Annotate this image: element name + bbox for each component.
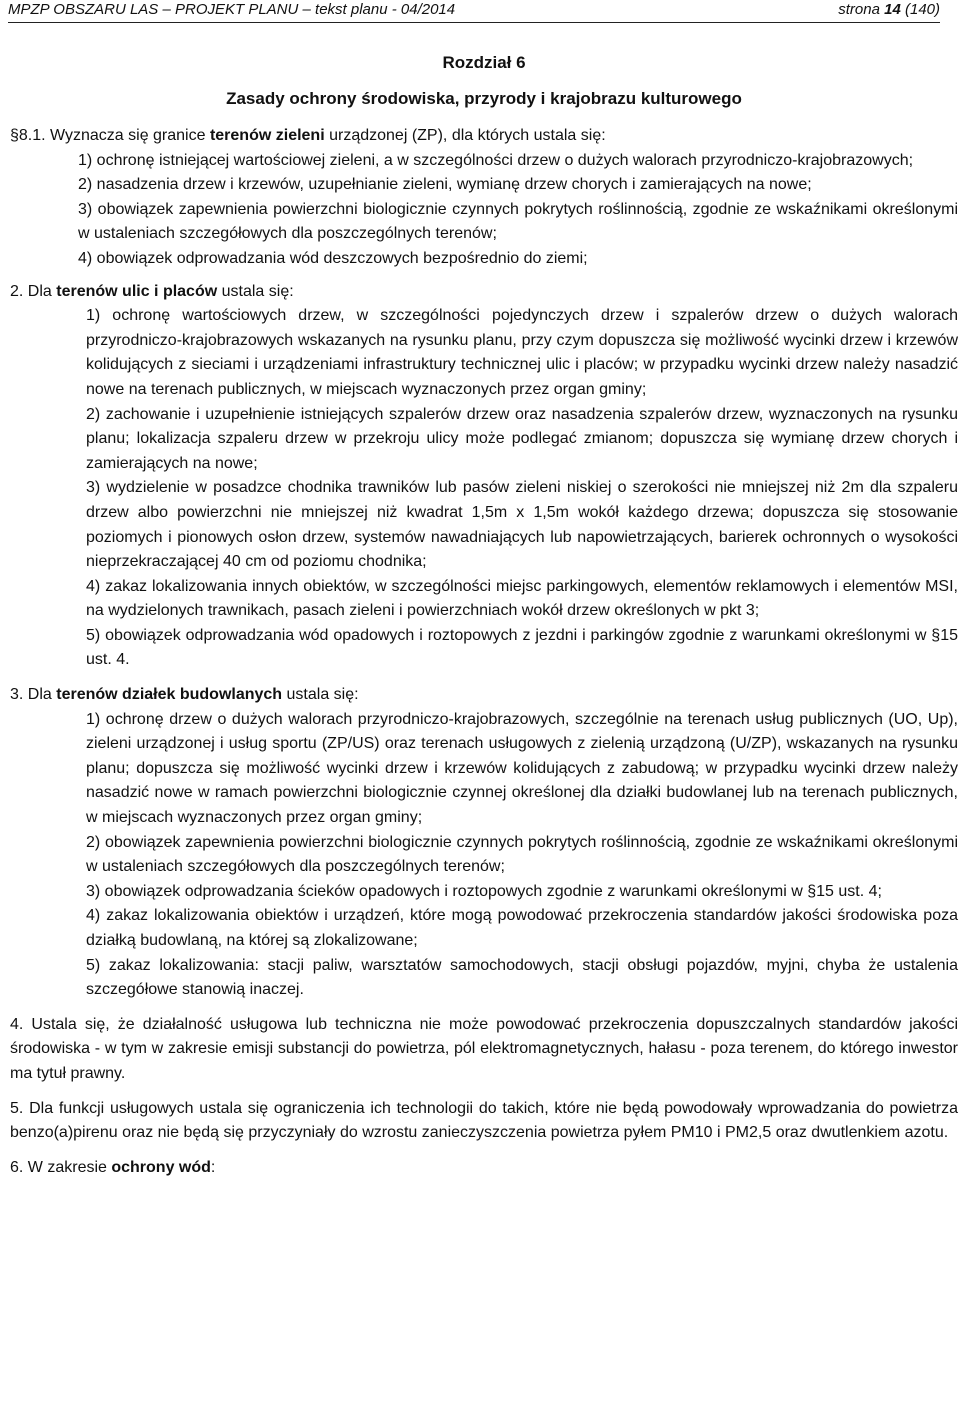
section-3-bold: terenów działek budowlanych [56, 686, 283, 704]
section-6-prefix: 6. W zakresie [10, 1158, 112, 1176]
section-3-list [10, 708, 958, 1003]
list-item: 4) zakaz lokalizowania innych obiektów, w szczególności miejsc parkingowych, elementów reklamowych i elementów MSI, na wydzielonych trawnikach, pasach zieleni i powierzchniach wokół drzew określonych w pkt 3; [86, 577, 958, 620]
list-item: 5) zakaz lokalizowania: stacji paliw, warsztatów samochodowych, stacji obsługi pojazdów, myjni, chyba że ustalenia szczegółowe stanowią inaczej. [86, 956, 958, 999]
list-item: 2) nasadzenia drzew i krzewów, uzupełnianie zieleni, wymianę drzew chorych i zamierających na nowe; [78, 176, 812, 194]
list-item: 1) ochronę drzew o dużych walorach przyrodniczo-krajobrazowych, szczególnie na terenach usług publicznych (UO, Up), zieleni urządzonej i usług sportu (ZP/US) oraz terenach usługowych z zielenią urządzoną (U/ZP), wskazanych na rysunku planu; dopuszcza się możliwość wycinki drzew i krzewów kolidujących z zabudową; w przypadku wycinki drzew należy nasadzić nowe w ramach powierzchni biologicznie czynnej określonej dla działki budowlanej lub na terenach publicznych, w miejscach wyznaczonych przez organ gminy; [86, 710, 958, 827]
list-item: 3) obowiązek odprowadzania ścieków opadowych i roztopowych zgodnie z warunkami określonymi w §15 ust. 4; [86, 882, 882, 900]
section-2-heading [10, 280, 958, 305]
section-1-suffix: urządzonej (ZP), dla których ustala się: [324, 127, 606, 144]
list-item: 3) obowiązek zapewnienia powierzchni biologicznie czynnych pokrytych roślinnością, zgodnie ze wskaźnikami określonymi w ustaleniach szczegółowych dla poszczególnych terenów; [78, 200, 958, 243]
page-label: strona [838, 1, 885, 18]
page-header [8, 0, 940, 23]
list-item: 2) zachowanie i uzupełnienie istniejących szpalerów drzew oraz nasadzenia szpalerów drzew, wyznaczonych na rysunku planu; lokalizacja szpaleru drzew w przekroju ulicy może podlegać zmianom; dopuszcza się wymianę drzew chorych i zamierających na nowe; [86, 405, 958, 472]
section-3-heading [10, 683, 958, 708]
list-item: 1) ochronę istniejącej wartościowej zieleni, a w szczególności drzew o dużych walorach przyrodniczo-krajobrazowych; [78, 151, 914, 169]
section-1-list [10, 149, 958, 272]
section-1-heading [10, 124, 958, 149]
page-number: 14 [884, 1, 901, 18]
section-1-prefix: §8.1. Wyznacza się granice [10, 127, 210, 144]
list-item: 4) obowiązek odprowadzania wód deszczowych bezpośrednio do ziemi; [78, 249, 588, 267]
section-3-prefix: 3. Dla [10, 686, 57, 704]
chapter-number: Rozdział 6 [442, 53, 526, 72]
section-1-bold: terenów zieleni [209, 127, 325, 144]
list-item: 2) obowiązek zapewnienia powierzchni biologicznie czynnych pokrytych roślinnością, zgodnie ze wskaźnikami określonymi w ustaleniach szczegółowych dla poszczególnych terenów; [86, 833, 958, 876]
section-4-paragraph: 4. Ustala się, że działalność usługowa lub techniczna nie może powodować przekroczenia dopuszczalnych standardów jakości środowiska - w tym w zakresie emisji substancji do powietrza, pól elektromagnetycznych, hałasu - poza terenem, do którego inwestor ma tytuł prawny. [10, 1015, 958, 1082]
section-6-suffix: : [210, 1158, 216, 1176]
header-page-info [838, 0, 940, 20]
section-3-suffix: ustala się: [282, 686, 359, 704]
section-2-list [10, 304, 958, 673]
list-item: 5) obowiązek odprowadzania wód opadowych i roztopowych z jezdni i parkingów zgodnie z warunkami określonymi w §15 ust. 4. [86, 626, 958, 669]
section-5-paragraph: 5. Dla funkcji usługowych ustala się ograniczenia ich technologii do takich, które nie będą powodowały wprowadzania do powietrza benzo(a)pirenu oraz nie będą się przyczyniały do wzrostu zanieczyszczenia powietrza pyłem PM10 i PM2,5 oraz dwutlenkiem azotu. [10, 1099, 958, 1142]
section-6-heading [10, 1156, 958, 1181]
section-2-suffix: ustala się: [217, 282, 294, 300]
header-title: MPZP OBSZARU LAS – PROJEKT PLANU – tekst planu - 04/2014 [8, 1, 456, 18]
section-6-bold: ochrony wód [111, 1158, 211, 1176]
document-body [10, 124, 958, 1180]
page-total: (140) [900, 1, 940, 18]
section-2-bold: terenów ulic i placów [56, 282, 218, 300]
list-item: 1) ochronę wartościowych drzew, w szczególności pojedynczych drzew i szpalerów drzew o dużych walorach przyrodniczo-krajobrazowych wskazanych na rysunku planu, przy czym dopuszcza się możliwość wycinki drzew i krzewów kolidujących z sieciami i urządzeniami infrastruktury technicznej ulic i placów; w przypadku wycinki drzew należy nasadzić nowe na terenach publicznych, w miejscach wyznaczonych przez organ gminy; [86, 307, 958, 398]
list-item: 3) wydzielenie w posadzce chodnika trawników lub pasów zieleni niskiej o szerokości nie mniejszej niż 2m dla szpaleru drzew albo powierzchni nie mniejszej niż kwadrat 1,5m x 1,5m wokół każdego drzewa; dopuszcza się stosowanie poziomych i pionowych osłon drzew, systemów nawadniających lub napowietrzających, barierek ochronnych o wysokości nieprzekraczającej 40 cm od poziomu chodnika; [86, 479, 958, 571]
section-2-prefix: 2. Dla [10, 282, 57, 300]
list-item: 4) zakaz lokalizowania obiektów i urządzeń, które mogą powodować przekroczenia standardów jakości środowiska poza działką budowlaną, na której są zlokalizowane; [86, 907, 958, 949]
chapter-title: Zasady ochrony środowiska, przyrody i krajobrazu kulturowego [226, 89, 742, 108]
